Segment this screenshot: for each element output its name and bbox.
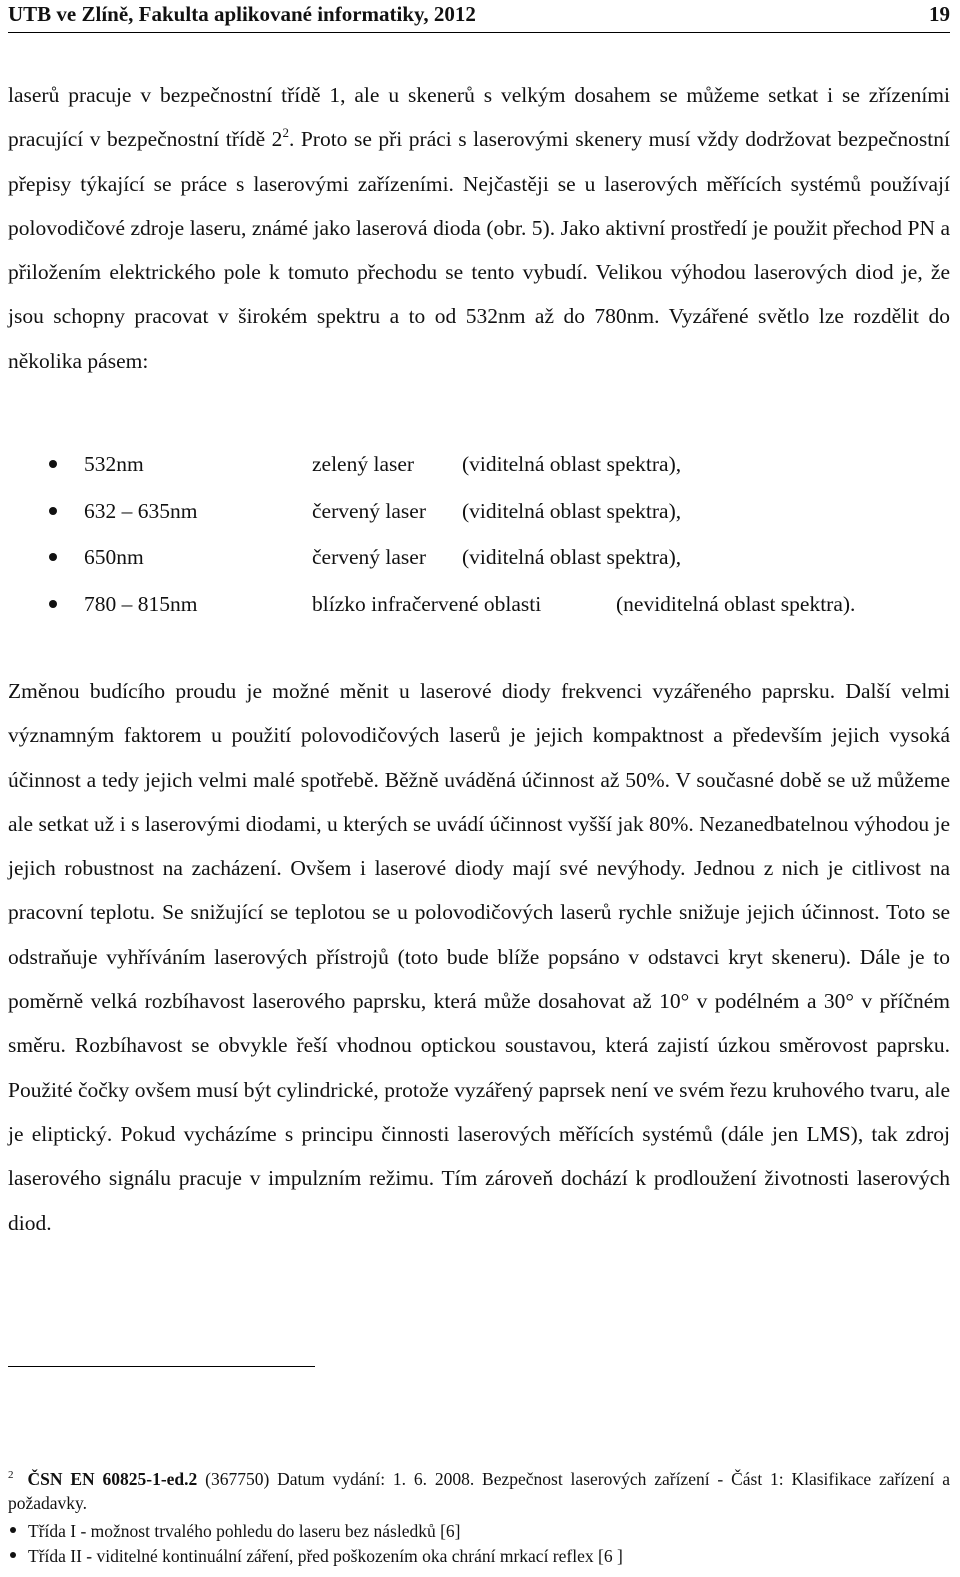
bullet-icon	[10, 1527, 16, 1533]
list-item-note: (neviditelná oblast spektra).	[616, 591, 856, 616]
list-item-note: (viditelná oblast spektra),	[462, 452, 682, 476]
list-item-note: (viditelná oblast spektra),	[462, 545, 682, 569]
bullet-icon	[10, 1552, 16, 1558]
list-item-name: zelený laser	[312, 452, 415, 476]
paragraph-1-text-b: . Proto se při práci s laserovými skenery musí vždy dodržovat bezpečnostní přepisy týkající se práce s laserovými zařízeními. Nejčastěji se u laserových měřících systémů používají polovodičové zdroje laseru, známé jako laserová dioda (obr. 5). Jako aktivní prostředí je použit přechod PN a přiložením elektrického pole k tomuto přechodu se tento vybudí. Velikou výhodou laserových diod je, že jsou schopny pracovat v širokém spektru a to od 532nm až do 780nm. Vyzářené světlo lze rozdělit do několika pásem:	[8, 127, 950, 373]
footnote-list-item-text: Třída II - viditelné kontinuální záření, před poškozením oka chrání mrkací reflex [6 ]	[28, 1546, 623, 1566]
page-header	[8, 0, 950, 33]
footnote-marker: 2	[8, 1469, 14, 1481]
list-item-name: blízko infračervené oblasti	[312, 591, 542, 616]
footnote-list-item	[8, 1544, 623, 1568]
list-item-name: červený laser	[312, 498, 426, 523]
page-number: 19	[929, 2, 950, 26]
list-item-note: (viditelná oblast spektra),	[462, 498, 682, 523]
paragraph-1	[8, 73, 950, 383]
footnote-standard: ČSN EN 60825-1-ed.2	[27, 1469, 198, 1489]
list-item-wavelength: 780 – 815nm	[84, 591, 198, 616]
paragraph-2: Změnou budícího proudu je možné měnit u laserové diody frekvenci vyzářeného paprsku. Další velmi významným faktorem u použití polovodičových laserů je jejich kompaktnost a především jejich vysoká účinnost a tedy jejich velmi malé spotřebě. Běžně uváděná účinnost až 50%. V současné době se už můžeme ale setkat už i s laserovými diodami, u kterých se uvádí účinnost vyšší jak 80%. Nezanedbatelnou výhodou je jejich robustnost na zacházení. Ovšem i laserové diody mají své nevýhody. Jednou z nich je citlivost na pracovní teplotu. Se snižující se teplotou se u polovodičových laserů rychle snižuje jejich účinnost. Toto se odstraňuje vyhříváním laserových přístrojů (toto bude blíže popsáno v odstavci kryt skeneru). Dále je to poměrně velká rozbíhavost laserového paprsku, která může dosahovat až 10° v podélném a 30° v příčném směru. Rozbíhavost se obvykle řeší vhodnou optickou soustavou, která zajistí úzkou směrovost paprsku. Použité čočky ovšem musí být cylindrické, protože vyzářený paprsek není ve svém řezu kruhového tvaru, ale je eliptický. Pokud vycházíme s principu činnosti laserových měřících systémů (dále jen LMS), tak zdroj laserového signálu pracuje v impulzním režimu. Tím zároveň dochází k prodloužení životnosti laserových diod.	[8, 679, 950, 1235]
footnote-divider	[8, 1366, 315, 1367]
list-item-wavelength: 532nm	[84, 452, 144, 476]
list-item-wavelength: 650nm	[84, 545, 144, 569]
list-item-wavelength: 632 – 635nm	[84, 498, 198, 523]
bullet-icon	[49, 553, 57, 561]
footnote	[8, 1467, 950, 1515]
footnote-list-item-text: Třída I - možnost trvalého pohledu do laseru bez následků [6]	[28, 1521, 461, 1541]
footnote-reference[interactable]: 2	[282, 125, 289, 141]
footnote-text: (367750) Datum vydání: 1. 6. 2008. Bezpečnost laserových zařízení - Část 1: Klasifikace zařízení a požadavky.	[8, 1469, 950, 1513]
header-title: UTB ve Zlíně, Fakulta aplikované informatiky, 2012	[8, 2, 476, 26]
list-item-name: červený laser	[312, 545, 426, 569]
bullet-icon	[49, 600, 57, 608]
footnote-list-item	[8, 1519, 461, 1543]
paragraph-1-text-a: laserů pracuje v bezpečnostní třídě 1, ale u skenerů s velkým dosahem se můžeme setkat i se zřízeními pracující v bezpečnostní třídě 2	[8, 83, 950, 152]
bullet-icon	[49, 460, 57, 468]
bullet-icon	[49, 507, 57, 515]
